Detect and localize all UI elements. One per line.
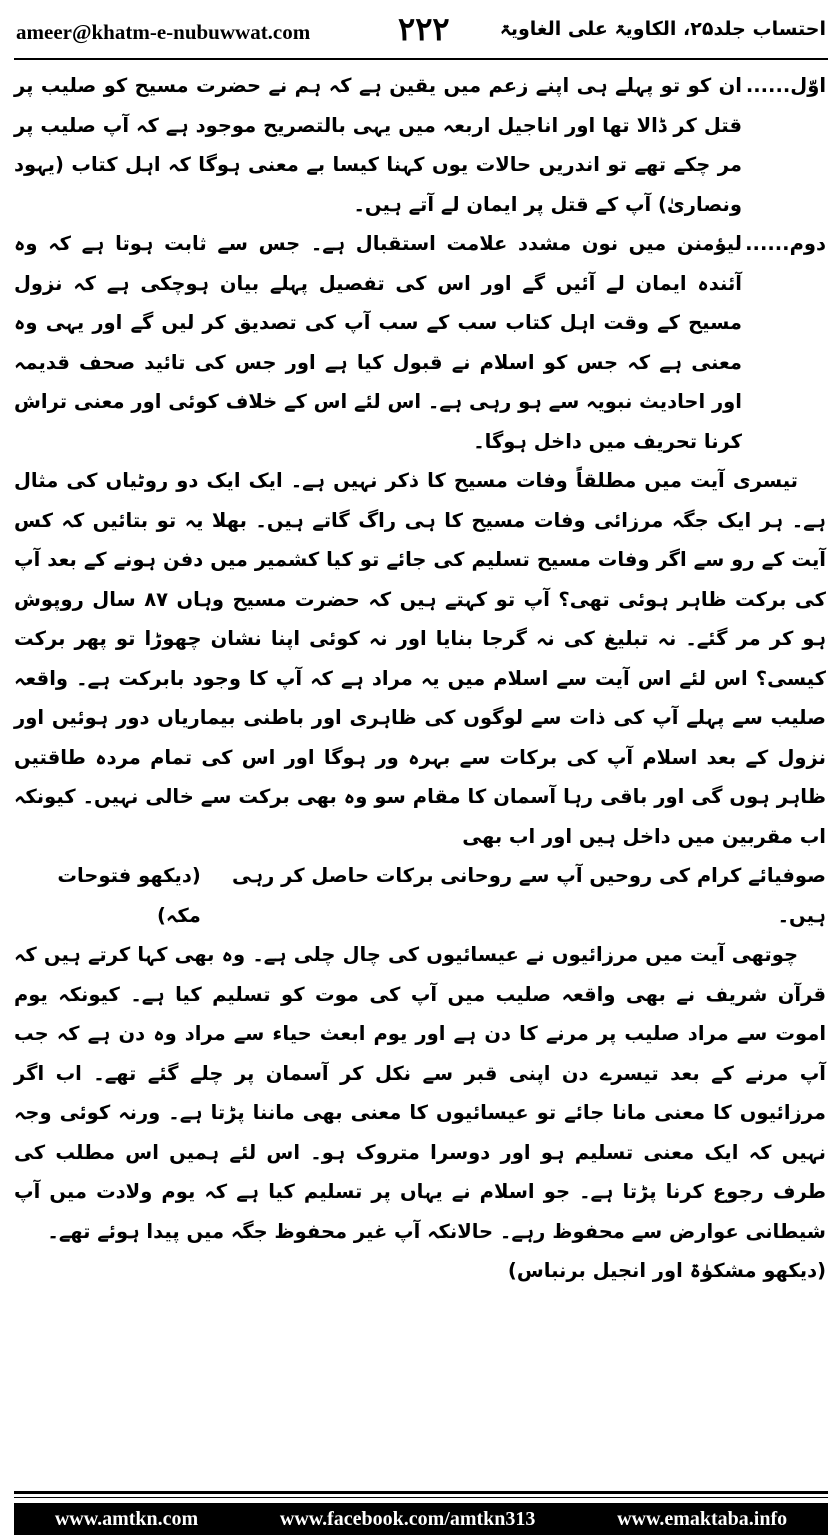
point-first [14, 66, 826, 224]
footer-link-emaktaba[interactable]: www.emaktaba.info [617, 1507, 788, 1530]
footer-bar [14, 1503, 828, 1535]
header-divider [14, 58, 828, 60]
paragraph-third-last-line: صوفیائے کرام کی روحیں آپ سے روحانی برکات حاصل کر رہی ہیں۔ [231, 864, 826, 927]
reference-futuhat: (دیکھو فتوحات مکہ) [57, 864, 201, 927]
paragraph-fourth-verse: چوتھی آیت میں مرزائیوں نے عیسائیوں کی چال چلی ہے۔ وہ بھی کہا کرتے ہیں کہ قرآن شریف نے بھی واقعہ صلیب میں آپ کی موت کو تسلیم کیا ہے۔ کیونکہ یوم اموت سے مراد صلیب پر مرنے کا دن ہے اور یوم ابعث حیاء سے مراد وہ دن ہے کہ جب آپ مرنے کے بعد تیسرے دن اپنی قبر سے نکل کر آسمان پر چلے گئے تھے۔ اب اگر مرزائیوں کا معنی مانا جائے تو عیسائیوں کا معنی بھی ماننا پڑتا ہے۔ ورنہ کوئی وجہ نہیں کہ ایک معنی تسلیم ہو اور دوسرا متروک ہو۔ اس لئے ہمیں اس مطلب کی طرف رجوع کرنا پڑتا ہے۔ جو اسلام نے یہاں پر تسلیم کیا ہے کہ یوم ولادت میں آپ شیطانی عوارض سے محفوظ رہے۔ حالانکہ آپ غیر محفوظ جگہ میں پیدا ہوئے تھے۔ [14, 943, 826, 1243]
page-body [14, 66, 826, 1291]
point-text: لیؤمنن میں نون مشدد علامت استقبال ہے۔ جس سے ثابت ہوتا ہے کہ وہ آئندہ ایمان لے آئیں گے اور اس کی تفصیل پہلے بیان ہوچکی ہے کہ نزول مسیح کے وقت اہل کتاب سب کے سب آپ کی تصدیق کر لیں گے اور یہی وہ معنی ہے کہ جس کو اسلام نے قبول کیا ہے اور جس کی تائید صحف قدیمہ اور احادیث نبویہ سے ہو رہی ہے۔ اس لئے اس کے خلاف کوئی اور معنی تراش کرنا تحریف میں داخل ہوگا۔ [14, 232, 742, 453]
footer-link-facebook[interactable]: www.facebook.com/amtkn313 [279, 1507, 536, 1530]
paragraph-third-closing [14, 856, 826, 935]
point-second [14, 224, 826, 461]
footer-link-amtkn[interactable]: www.amtkn.com [54, 1507, 199, 1530]
point-label: دوم...... [745, 232, 826, 255]
page-header [16, 8, 826, 56]
point-text: ان کو تو پہلے ہی اپنے زعم میں یقین ہے کہ ہم نے حضرت مسیح کو صلیب پر قتل کر ڈالا تھا اور اناجیل اربعہ میں یہی بالتصریح موجود ہے کہ آپ صلیب پر مر چکے تھے تو اندریں حالات یوں کہنا کیسا بے معنی ہوگا کہ اہل کتاب (یہود ونصاریٰ) آپ کے قتل پر ایمان لے آتے ہیں۔ [14, 74, 742, 216]
point-label: اوّل...... [745, 74, 826, 97]
footer-divider [14, 1491, 828, 1494]
reference-mishkat: (دیکھو مشکوٰۃ اور انجیل برنباس) [507, 1259, 826, 1282]
email-address: ameer@khatm-e-nubuwwat.com [16, 20, 311, 44]
book-title: احتساب جلد۲۵، الکاویۃ علی الغاویۃ [499, 18, 826, 40]
paragraph-third-verse: تیسری آیت میں مطلقاً وفات مسیح کا ذکر نہیں ہے۔ ایک ایک دو روٹیاں کی مثال ہے۔ ہر ایک جگہ مرزائی وفات مسیح کا ہی راگ گاتے ہیں۔ بھلا یہ تو بتائیں کہ کس آیت کے رو سے اگر وفات مسیح تسلیم کی جائے تو کیا کشمیر میں دفن ہونے کے بعد آپ کی برکت ظاہر ہوئی تھی؟ آپ تو کہتے ہیں کہ حضرت مسیح وہاں ۸۷ سال روپوش ہو کر مر گئے۔ نہ تبلیغ کی نہ گرجا بنایا اور نہ کوئی اپنا نشان چھوڑا تو پھر برکت کیسی؟ اس لئے اس آیت سے اسلام میں یہ مراد ہے کہ آپ کا وجود بابرکت ہے۔ واقعہ صلیب سے پہلے آپ کی ذات سے لوگوں کی ظاہری اور باطنی بیماریاں دور ہوئیں اور نزول کے بعد اسلام آپ کی برکات سے بہرہ ور ہوگا اور اس کی تمام مردہ طاقتیں ظاہر ہوں گی اور باقی رہا آسمان کا مقام سو وہ بھی برکت سے خالی نہیں۔ کیونکہ اب مقربین میں داخل ہیں اور اب بھی [14, 469, 826, 848]
page-number: ۲۲۲ [398, 10, 450, 48]
footer-divider-thin [14, 1497, 828, 1498]
